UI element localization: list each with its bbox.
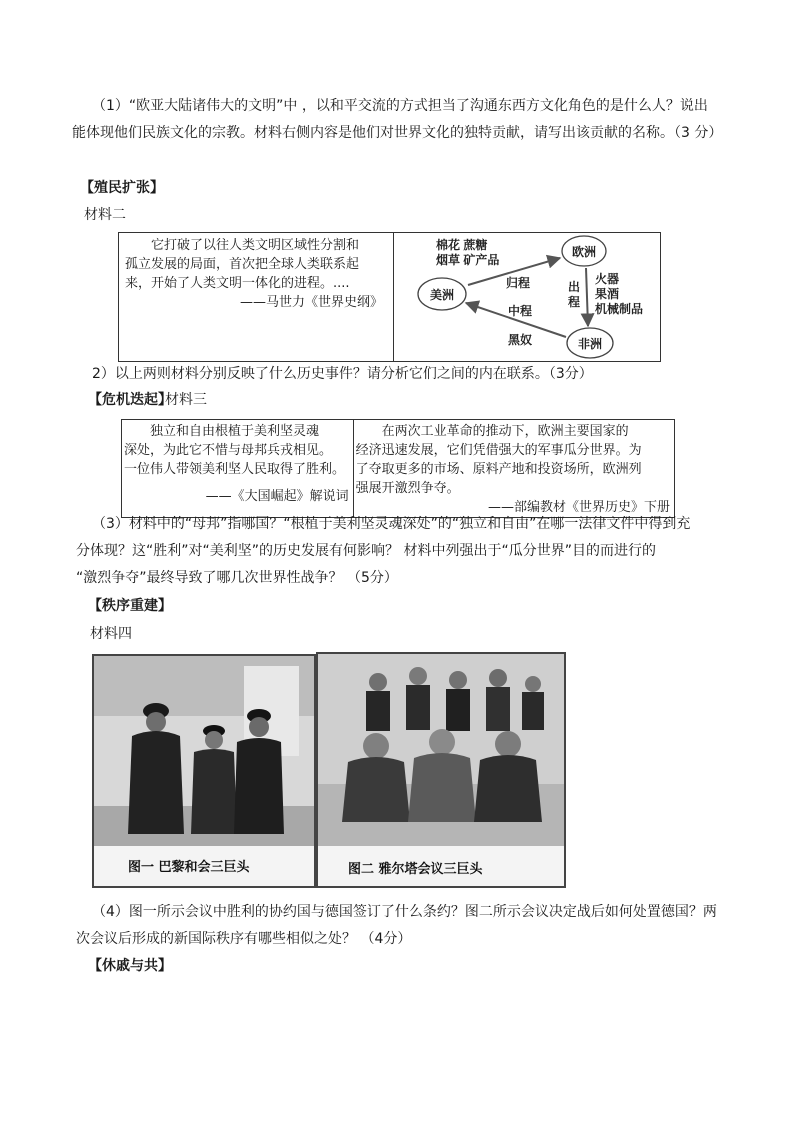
photo-paris-peace-conference (94, 656, 314, 846)
caption-figure-one: 图一 巴黎和会三巨头 (128, 860, 250, 875)
material-three-left-cell (122, 420, 354, 518)
right-line: 经济迅速发展，它们凭借强大的军事瓜分世界。为 (355, 443, 642, 458)
right-source: ——部编教材《世界历史》下册 (487, 500, 670, 515)
right-line: 了夺取更多的市场、原料产地和投资场所，欧洲列 (355, 462, 642, 477)
q3-line-2: 分体现？这“胜利”对“美利坚”的历史发展有何影响？ 材料中列强出于“瓜分世界”目的而进行的 (76, 543, 656, 559)
quote-line: 来，开始了人类文明一体化的进程。.... (125, 276, 350, 291)
q1-line-2: 能体现他们民族文化的宗教。材料右侧内容是他们对世界文化的独特贡献，请写出该贡献的名称。（3 分） (72, 125, 723, 141)
q3-line-1: （3）材料中的“母邦”指哪国？“根植于美利坚灵魂深处”的“独立和自由”在哪一法律文件中得到充 (92, 516, 691, 532)
goods-right-1: 火器 (595, 272, 620, 286)
outbound-label-1: 出 (568, 280, 581, 294)
right-line: 在两次工业革命的推动下，欧洲主要国家的 (381, 424, 629, 439)
q4-line-2: 次会议后形成的新国际秩序有哪些相似之处？ （4分） (76, 931, 412, 947)
q2-text: 2）以上两则材料分别反映了什么历史事件？请分析它们之间的内在联系。（3分） (92, 366, 593, 382)
right-line: 强展开激烈争夺。 (355, 481, 460, 496)
section-heading-order: 【秩序重建】 (88, 598, 172, 614)
outbound-arrow (586, 268, 588, 326)
outbound-label-2: 程 (568, 295, 581, 309)
material-two-label: 材料二 (84, 207, 126, 223)
material-four-label: 材料四 (90, 626, 132, 642)
return-trip-label: 归程 (506, 276, 531, 290)
photo-yalta-conference (318, 654, 564, 846)
goods-top-2: 烟草 矿产品 (436, 253, 500, 267)
left-line: 独立和自由根植于美利坚灵魂 (150, 424, 320, 439)
triangle-trade-diagram (394, 233, 660, 361)
left-source: ——《大国崛起》解说词 (205, 489, 349, 504)
europe-label: 欧洲 (571, 245, 597, 259)
photo-paris-conference-frame (92, 654, 316, 888)
section-heading-colonial: 【殖民扩张】 (80, 180, 164, 196)
material-three-label: 材料三 (165, 392, 207, 408)
q1-line-1: （1）“欧亚大陆诸伟大的文明”中 ，以和平交流的方式担当了沟通东西方文化角色的是什么人？说出 (92, 98, 708, 114)
material-two-quote-cell (119, 233, 394, 362)
q3-line-3: “激烈争夺”最终导致了哪几次世界性战争？ （5分） (76, 570, 398, 586)
goods-top-1: 棉花 蔗糖 (436, 238, 488, 252)
middle-passage-label: 中程 (508, 304, 533, 318)
photo-yalta-conference-frame (316, 652, 566, 888)
material-three-table (121, 419, 675, 518)
america-label: 美洲 (429, 288, 455, 302)
material-two-table (118, 232, 661, 362)
q4-line-1: （4）图一所示会议中胜利的协约国与德国签订了什么条约？图二所示会议决定战后如何处置德国？两 (92, 904, 717, 920)
quote-source: ——马世力《世界史纲》 (239, 295, 383, 310)
quote-line: 孤立发展的局面，首次把全球人类联系起 (125, 257, 360, 272)
triangle-trade-diagram-cell (394, 233, 661, 362)
slaves-label: 黑奴 (508, 333, 533, 347)
quote-line: 它打破了以往人类文明区域性分割和 (151, 238, 360, 253)
section-heading-peace: 【休戚与共】 (88, 958, 172, 974)
goods-right-3: 机械制品 (595, 302, 644, 316)
left-line: 一位伟人带领美利坚人民取得了胜利。 (124, 462, 346, 477)
left-line: 深处，为此它不惜与母邦兵戎相见。 (124, 443, 333, 458)
material-three-right-cell (353, 420, 674, 518)
africa-label: 非洲 (577, 337, 603, 351)
goods-right-2: 果酒 (595, 287, 620, 301)
caption-figure-two: 图二 雅尔塔会议三巨头 (348, 862, 483, 877)
section-heading-crisis: 【危机迭起】 (88, 392, 172, 408)
